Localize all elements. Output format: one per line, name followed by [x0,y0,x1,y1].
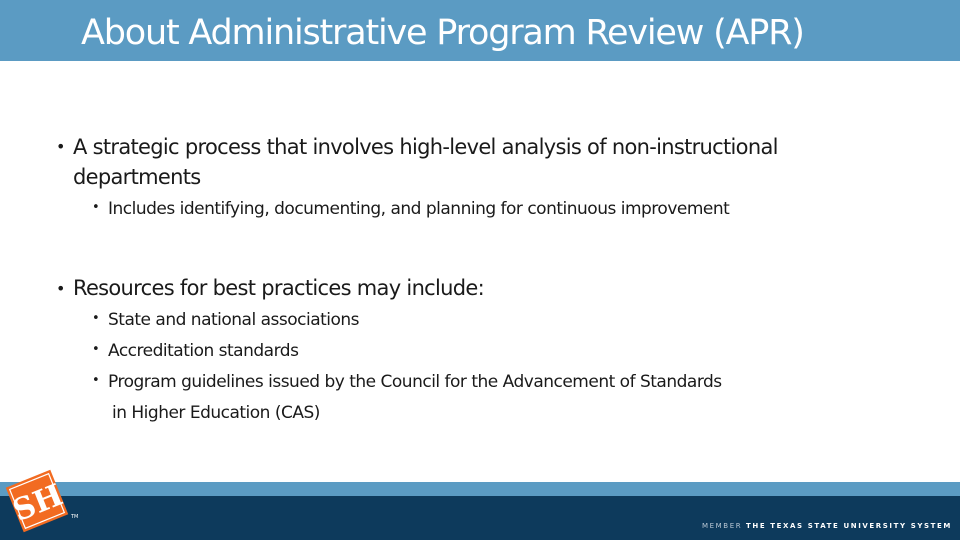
bullet-2-sub-1: State and national associations [108,310,360,330]
bullet-2-sub-3: Program guidelines issued by the Council for the Advancement of Standards [108,372,722,392]
bullet-2-sub-3-continuation: in Higher Education (CAS) [112,403,320,423]
bullet-dot: • [56,137,66,156]
bullet-2-text: Resources for best practices may include: [73,276,484,300]
slide-title: About Administrative Program Review (APR) [81,13,804,53]
trademark-mark: TM [71,514,79,520]
bullet-dot: • [56,279,66,298]
sub-bullet-dot: • [92,342,100,357]
bullet-1-text-line2: departments [73,165,201,189]
bullet-1-text-line1: A strategic process that involves high-level analysis of non-instructional [73,135,778,159]
svg-text:SH: SH [8,477,68,529]
sub-bullet-dot: • [92,373,100,388]
sub-bullet-dot: • [92,200,100,215]
bullet-2-sub-2: Accreditation standards [108,341,299,361]
footer-system-name: THE TEXAS STATE UNIVERSITY SYSTEM [746,522,952,530]
shsu-logo-icon [4,468,70,534]
sub-bullet-dot: • [92,311,100,326]
footer-prefix: MEMBER [701,522,743,530]
footer-accent-strip [0,482,960,496]
footer-bar [0,496,960,540]
bullet-1-sub-1: Includes identifying, documenting, and planning for continuous improvement [108,199,730,219]
footer-system-text [702,522,952,530]
